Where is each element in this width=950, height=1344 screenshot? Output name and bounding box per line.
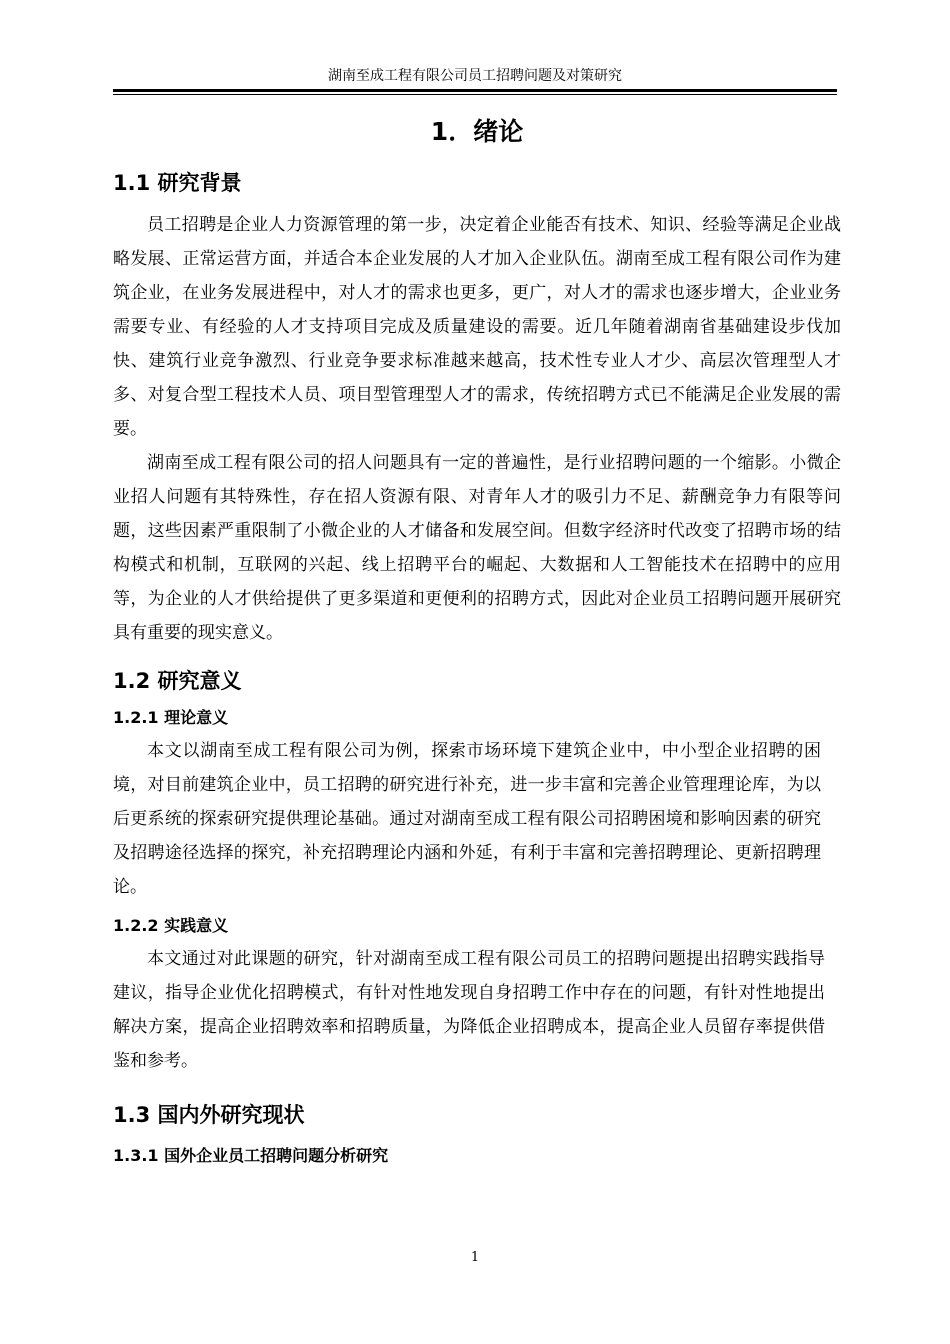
header-rule-thick	[113, 89, 837, 92]
subsection-heading-1-2-2: 1.2.2 实践意义	[113, 916, 229, 935]
paragraph: 本文以湖南至成工程有限公司为例，探索市场环境下建筑企业中，中小型企业招聘的困境，对目前建筑企业中，员工招聘的研究进行补充，进一步丰富和完善企业管理理论库，为以后更系统的探索研究提供理论基础。通过对湖南至成工程有限公司招聘困境和影响因素的研究及招聘途径选择的探究，补充招聘理论内涵和外延，有利于丰富和完善招聘理论、更新招聘理论。	[113, 741, 821, 897]
section-heading-1-2: 1.2 研究意义	[113, 669, 242, 693]
paragraph: 湖南至成工程有限公司的招人问题具有一定的普遍性，是行业招聘问题的一个缩影。小微企业招人问题有其特殊性，存在招人资源有限、对青年人才的吸引力不足、薪酬竞争力有限等问题，这些因素严重限制了小微企业的人才储备和发展空间。但数字经济时代改变了招聘市场的结构模式和机制，互联网的兴起、线上招聘平台的崛起、大数据和人工智能技术在招聘中的应用等，为企业的人才供给提供了更多渠道和更便利的招聘方式，因此对企业员工招聘问题开展研究具有重要的现实意义。	[113, 453, 841, 643]
running-header: 湖南至成工程有限公司员工招聘问题及对策研究	[328, 68, 622, 84]
section-heading-1-1: 1.1 研究背景	[113, 171, 242, 195]
page-body	[113, 112, 841, 1172]
section-heading-1-3: 1.3 国内外研究现状	[113, 1103, 305, 1127]
paragraph: 员工招聘是企业人力资源管理的第一步，决定着企业能否有技术、知识、经验等满足企业战略发展、正常运营方面，并适合本企业发展的人才加入企业队伍。湖南至成工程有限公司作为建筑企业，在业务发展进程中，对人才的需求也更多，更广，对人才的需求也逐步增大，企业业务需要专业、有经验的人才支持项目完成及质量建设的需要。近几年随着湖南省基础建设步伐加快、建筑行业竞争激烈、行业竞争要求标准越来越高，技术性专业人才少、高层次管理型人才多、对复合型工程技术人员、项目型管理型人才的需求，传统招聘方式已不能满足企业发展的需要。	[113, 215, 841, 439]
page-number: 1	[470, 1250, 480, 1265]
subsection-heading-1-2-1: 1.2.1 理论意义	[113, 708, 229, 727]
paragraph: 本文通过对此课题的研究，针对湖南至成工程有限公司员工的招聘问题提出招聘实践指导建议，指导企业优化招聘模式，有针对性地发现自身招聘工作中存在的问题，有针对性地提出解决方案，提高企业招聘效率和招聘质量，为降低企业招聘成本，提高企业人员留存率提供借鉴和参考。	[113, 949, 825, 1071]
chapter-title: 1．绪论	[430, 117, 524, 146]
subsection-heading-1-3-1: 1.3.1 国外企业员工招聘问题分析研究	[113, 1146, 389, 1165]
header-rule-thin	[113, 94, 837, 95]
